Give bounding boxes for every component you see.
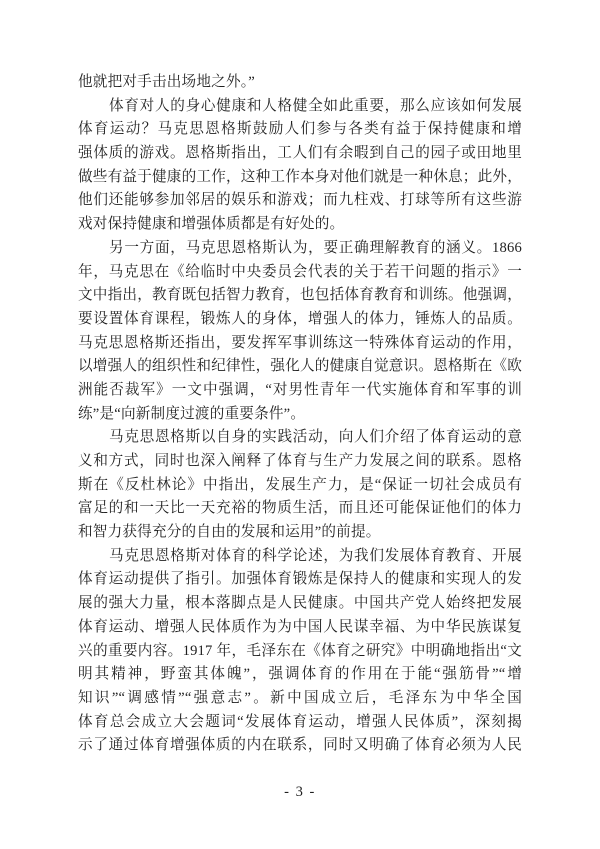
- paragraph: [78, 71, 522, 95]
- text-line: 他就把对手击出场地之外。”: [78, 74, 255, 90]
- text-line: 体育运动提供了指引。加强体育锻炼是保持人的健康和实现人的发: [78, 571, 522, 588]
- text-line: 义和方式，同时也深入阐释了体育与生产力发展之间的联系。恩格: [78, 453, 522, 469]
- text-line: 斯在《反杜林论》中指出，发展生产力，是“保证一切社会成员有: [78, 476, 522, 493]
- paragraph: [78, 95, 522, 237]
- text-line: 体育运动、增强人民体质作为为中国人民谋幸福、为中华民族谋复: [78, 618, 522, 635]
- text-line: 以增强人的组织性和纪律性，强化人的健康自觉意识。恩格斯在《欧: [78, 358, 522, 375]
- text-line: 年，马克思在《给临时中央委员会代表的关于若干问题的指示》一: [78, 263, 522, 280]
- document-body: [78, 71, 522, 758]
- text-line: 强体质的游戏。恩格斯指出，工人们有余暇到自己的园子或田地里: [78, 145, 522, 162]
- text-line: 马克思恩格斯以自身的实践活动，向人们介绍了体育运动的意: [109, 429, 522, 446]
- text-line: 富足的和一天比一天充裕的物质生活，而且还可能保证他们的体力: [78, 500, 522, 517]
- text-line: 示了通过体育增强体质的内在联系，同时又明确了体育必须为人民: [78, 737, 522, 754]
- text-line: 戏对保持健康和增强体质都是有好处的。: [78, 216, 345, 233]
- text-line: 体育总会成立大会题词“发展体育运动，增强人民体质”，深刻揭: [78, 713, 522, 730]
- text-line: 明其精神，野蛮其体魄”，强调体育的作用在于能“强筋骨”“增: [78, 666, 522, 683]
- text-line: 文中指出，教育既包括智力教育，也包括体育教育和训练。他强调，: [78, 287, 522, 304]
- text-line: 要设置体育课程，锻炼人的身体，增强人的体力，锤炼人的品质。: [78, 310, 522, 327]
- paragraph: [78, 426, 522, 544]
- text-line: 体育对人的身心健康和人格健全如此重要，那么应该如何发展: [109, 97, 522, 114]
- paragraph: [78, 545, 522, 758]
- text-line: 另一方面，马克思恩格斯认为，要正确理解教育的涵义。1866: [109, 239, 522, 256]
- text-line: 兴的重要内容。1917 年，毛泽东在《体育之研究》中明确地指出“文: [78, 642, 522, 659]
- page-number: - 3 -: [284, 784, 316, 800]
- text-line: 马克思恩格斯对体育的科学论述，为我们发展体育教育、开展: [109, 547, 522, 564]
- text-line: 做些有益于健康的工作，这种工作本身对他们就是一种休息；此外，: [78, 168, 522, 185]
- text-line: 和智力获得充分的自由的发展和运用”的前提。: [78, 524, 381, 541]
- text-line: 练”是“向新制度过渡的重要条件”。: [78, 405, 306, 422]
- text-line: 体育运动？马克思恩格斯鼓励人们参与各类有益于保持健康和增: [78, 121, 522, 138]
- text-line: 展的强大力量，根本落脚点是人民健康。中国共产党人始终把发展: [78, 595, 522, 612]
- text-line: 马克思恩格斯还指出，要发挥军事训练这一特殊体育运动的作用，: [78, 334, 522, 351]
- paragraph: [78, 237, 522, 427]
- text-line: 他们还能够参加邻居的娱乐和游戏；而九柱戏、打球等所有这些游: [78, 192, 522, 209]
- text-line: 知识”“调感情”“强意志”。新中国成立后，毛泽东为中华全国: [78, 689, 522, 706]
- text-line: 洲能否裁军》一文中强调，“对男性青年一代实施体育和军事的训: [78, 381, 522, 398]
